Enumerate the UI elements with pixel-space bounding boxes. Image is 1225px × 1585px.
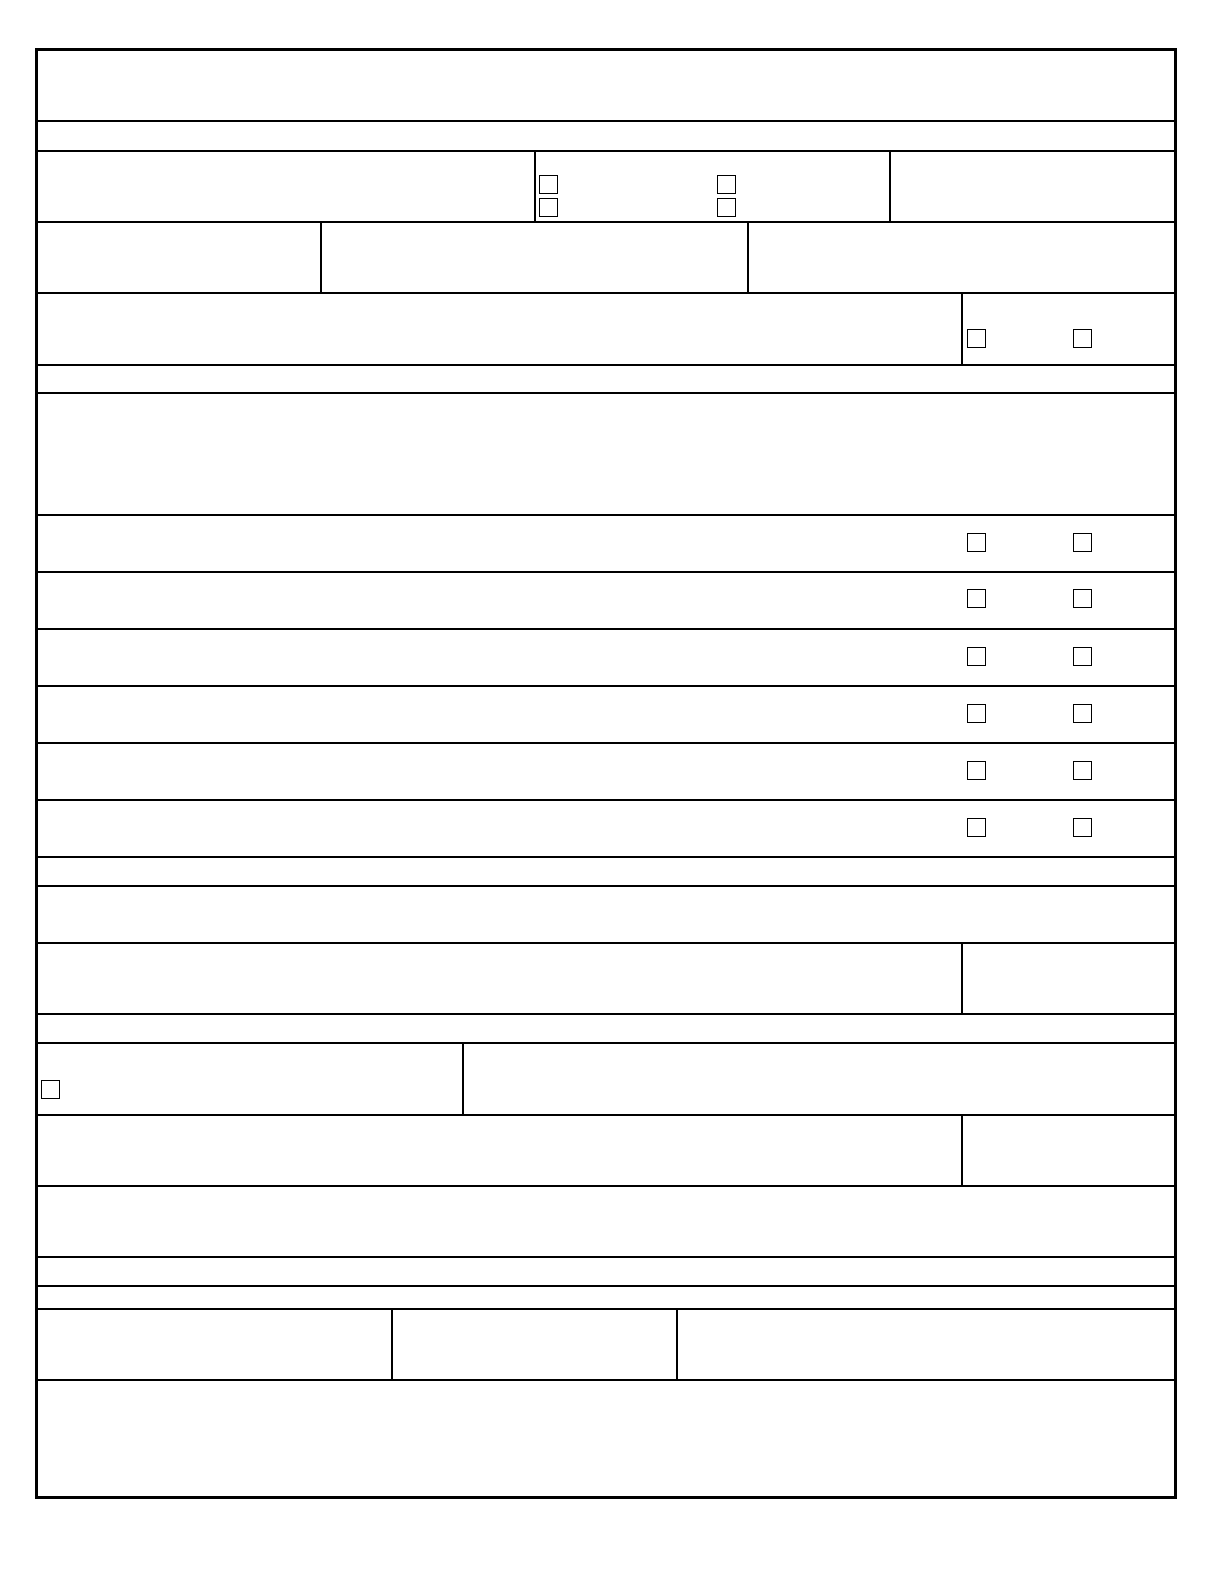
question-2-checkbox-no[interactable] xyxy=(1073,589,1092,608)
question-4-checkbox-yes[interactable] xyxy=(967,704,986,723)
question-6-checkbox-yes[interactable] xyxy=(967,818,986,837)
rule-question-4-bottom xyxy=(36,742,1176,744)
rule-row-d-bottom xyxy=(36,1185,1176,1187)
divider-row-2-b xyxy=(747,222,749,293)
rule-row-e-bottom xyxy=(36,1256,1176,1258)
rule-row-2-bottom xyxy=(36,292,1176,294)
question-4-checkbox-no[interactable] xyxy=(1073,704,1092,723)
divider-row-1-b xyxy=(889,151,891,222)
question-5-checkbox-no[interactable] xyxy=(1073,761,1092,780)
rule-section-2-bottom xyxy=(36,392,1176,394)
rule-question-2-bottom xyxy=(36,628,1176,630)
rule-row-1-bottom xyxy=(36,221,1176,223)
divider-signature-a xyxy=(391,1309,393,1380)
rule-section-5-bottom xyxy=(36,1285,1176,1287)
divider-signature-b xyxy=(676,1309,678,1380)
id-checkbox-2[interactable] xyxy=(717,175,736,194)
form-title-area xyxy=(38,51,1174,119)
rule-section-6-bottom xyxy=(36,1308,1176,1310)
rule-question-5-bottom xyxy=(36,799,1176,801)
rule-section-4-bottom xyxy=(36,1042,1176,1044)
divider-row-1-a xyxy=(534,151,536,222)
divider-row-2-a xyxy=(320,222,322,293)
rule-row-3-bottom xyxy=(36,364,1176,366)
row-3-checkbox-no[interactable] xyxy=(1073,329,1092,348)
question-3-checkbox-yes[interactable] xyxy=(967,647,986,666)
rule-section-1-bottom xyxy=(36,150,1176,152)
rule-header-bottom xyxy=(36,120,1176,122)
rule-row-a-bottom xyxy=(36,942,1176,944)
rule-question-1-bottom xyxy=(36,571,1176,573)
question-6-checkbox-no[interactable] xyxy=(1073,818,1092,837)
id-checkbox-4[interactable] xyxy=(717,198,736,217)
divider-row-c xyxy=(462,1043,464,1115)
id-checkbox-1[interactable] xyxy=(539,175,558,194)
question-2-checkbox-yes[interactable] xyxy=(967,589,986,608)
rule-question-3-bottom xyxy=(36,685,1176,687)
id-checkbox-3[interactable] xyxy=(539,198,558,217)
question-1-checkbox-no[interactable] xyxy=(1073,533,1092,552)
rule-signature-row-bottom xyxy=(36,1379,1176,1381)
lower-block-checkbox[interactable] xyxy=(41,1080,60,1099)
form-frame xyxy=(35,48,1177,1499)
rule-row-b-bottom xyxy=(36,1013,1176,1015)
question-3-checkbox-no[interactable] xyxy=(1073,647,1092,666)
question-1-checkbox-yes[interactable] xyxy=(967,533,986,552)
divider-row-3 xyxy=(961,293,963,365)
divider-row-b xyxy=(961,943,963,1014)
divider-row-d xyxy=(961,1115,963,1186)
rule-question-6-bottom xyxy=(36,856,1176,858)
rule-row-c-bottom xyxy=(36,1114,1176,1116)
rule-section-3-bottom xyxy=(36,885,1176,887)
row-3-checkbox-yes[interactable] xyxy=(967,329,986,348)
question-5-checkbox-yes[interactable] xyxy=(967,761,986,780)
rule-instructions-bottom xyxy=(36,514,1176,516)
